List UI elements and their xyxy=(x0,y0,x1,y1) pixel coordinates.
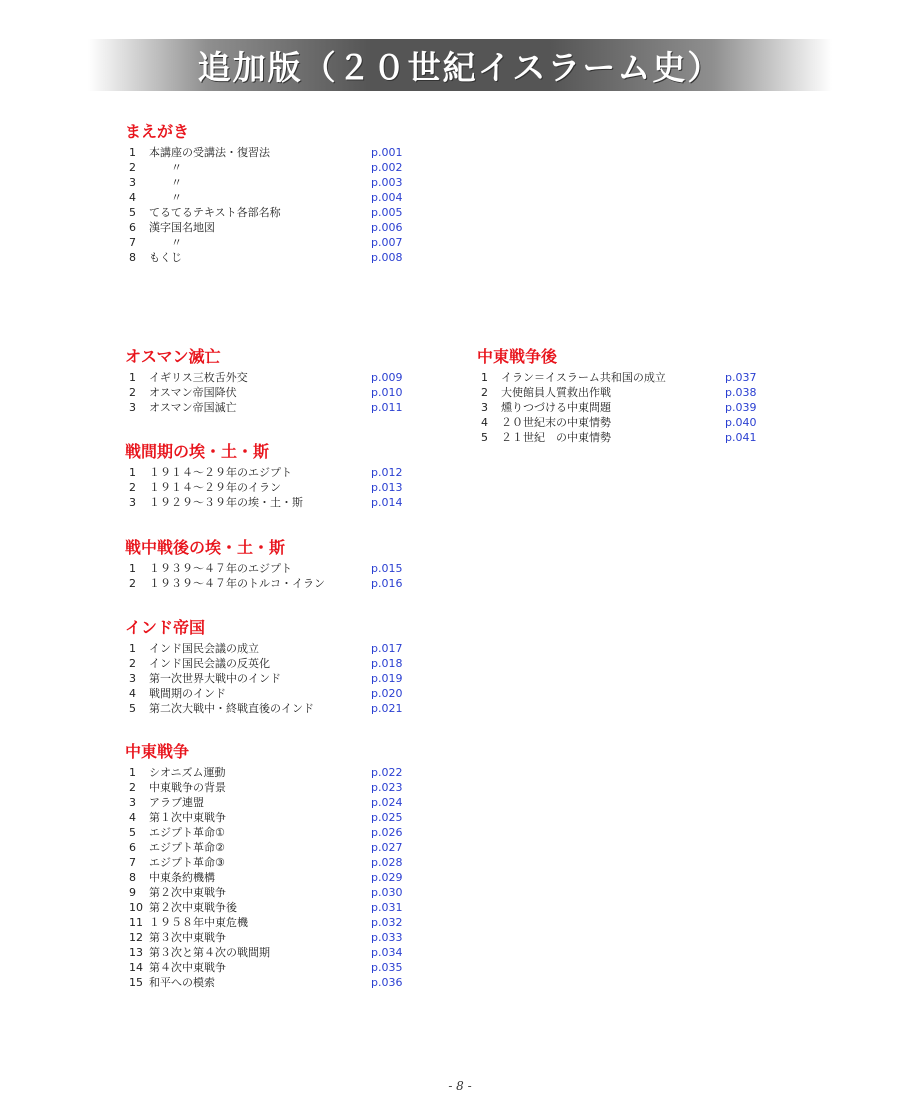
entry-number: 2 xyxy=(129,481,136,494)
entry-page-link[interactable]: p.018 xyxy=(371,657,403,670)
entry-page-link[interactable]: p.031 xyxy=(371,901,403,914)
section-item-list xyxy=(125,765,403,990)
toc-entry[interactable] xyxy=(125,145,403,160)
toc-entry[interactable] xyxy=(125,960,403,975)
entry-page-link[interactable]: p.007 xyxy=(371,236,403,249)
entry-page-link[interactable]: p.039 xyxy=(725,401,757,414)
toc-entry[interactable] xyxy=(125,870,403,885)
entry-number: 1 xyxy=(129,371,136,384)
entry-page-link[interactable]: p.012 xyxy=(371,466,403,479)
toc-entry[interactable] xyxy=(125,840,403,855)
entry-title: １９２９～３９年の埃・土・斯 xyxy=(149,496,303,509)
entry-title: インド国民会議の反英化 xyxy=(149,657,270,670)
entry-title: 第一次世界大戦中のインド xyxy=(149,672,281,685)
entry-number: 1 xyxy=(481,371,488,384)
entry-number: 13 xyxy=(129,946,143,959)
entry-number: 3 xyxy=(129,796,136,809)
entry-title: 第２次中東戦争 xyxy=(149,886,226,899)
toc-entry[interactable] xyxy=(125,701,403,716)
toc-entry[interactable] xyxy=(125,810,403,825)
entry-page-link[interactable]: p.001 xyxy=(371,146,403,159)
toc-entry[interactable] xyxy=(125,250,403,265)
entry-page-link[interactable]: p.028 xyxy=(371,856,403,869)
toc-entry[interactable] xyxy=(125,975,403,990)
toc-section-indian-empire xyxy=(125,617,403,716)
entry-number: 2 xyxy=(481,386,488,399)
entry-number: 4 xyxy=(129,191,136,204)
entry-title: ２０世紀末の中東情勢 xyxy=(501,416,611,429)
toc-entry[interactable] xyxy=(125,385,403,400)
entry-title: 和平への模索 xyxy=(149,976,215,989)
entry-page-link[interactable]: p.026 xyxy=(371,826,403,839)
entry-page-link[interactable]: p.030 xyxy=(371,886,403,899)
entry-number: 11 xyxy=(129,916,143,929)
entry-title: 第３次と第４次の戦間期 xyxy=(149,946,270,959)
entry-title: 本講座の受講法・復習法 xyxy=(149,146,270,159)
toc-entry[interactable] xyxy=(125,671,403,686)
section-title: 戦間期の埃・土・斯 xyxy=(125,442,270,461)
entry-page-link[interactable]: p.016 xyxy=(371,577,403,590)
page-number: - 8 - xyxy=(448,1079,472,1093)
toc-entry[interactable] xyxy=(125,825,403,840)
entry-title: 第２次中東戦争後 xyxy=(149,901,237,914)
entry-title: イラン＝イスラーム共和国の成立 xyxy=(501,371,666,384)
entry-number: 4 xyxy=(481,416,488,429)
entry-number: 3 xyxy=(129,496,136,509)
entry-number: 10 xyxy=(129,901,143,914)
entry-number: 2 xyxy=(129,781,136,794)
entry-number: 5 xyxy=(129,206,136,219)
section-item-list xyxy=(125,561,403,591)
entry-number: 5 xyxy=(129,826,136,839)
entry-number: 9 xyxy=(129,886,136,899)
toc-entry[interactable] xyxy=(125,465,403,480)
toc-entry[interactable] xyxy=(477,370,757,385)
toc-entry[interactable] xyxy=(125,780,403,795)
toc-entry[interactable] xyxy=(125,235,403,250)
toc-entry[interactable] xyxy=(125,480,403,495)
section-item-list xyxy=(125,370,403,415)
title-banner xyxy=(88,39,832,91)
section-title: まえがき xyxy=(125,122,190,141)
entry-title: エジプト革命③ xyxy=(149,856,225,869)
toc-entry[interactable] xyxy=(477,415,757,430)
entry-title: １９１４～２９年のエジプト xyxy=(149,466,292,479)
entry-number: 2 xyxy=(129,386,136,399)
toc-entry[interactable] xyxy=(125,190,403,205)
entry-title: 中東戦争の背景 xyxy=(149,781,226,794)
entry-page-link[interactable]: p.041 xyxy=(725,431,757,444)
entry-page-link[interactable]: p.008 xyxy=(371,251,403,264)
entry-number: 4 xyxy=(129,811,136,824)
entry-page-link[interactable]: p.025 xyxy=(371,811,403,824)
entry-page-link[interactable]: p.006 xyxy=(371,221,403,234)
entry-number: 14 xyxy=(129,961,143,974)
toc-section-middle-east-wars xyxy=(125,741,403,990)
toc-entry[interactable] xyxy=(125,220,403,235)
entry-number: 5 xyxy=(481,431,488,444)
entry-page-link[interactable]: p.029 xyxy=(371,871,403,884)
entry-title: 第１次中東戦争 xyxy=(149,811,226,824)
entry-page-link[interactable]: p.035 xyxy=(371,961,403,974)
entry-number: 6 xyxy=(129,221,136,234)
entry-page-link[interactable]: p.024 xyxy=(371,796,403,809)
entry-page-link[interactable]: p.004 xyxy=(371,191,403,204)
entry-number: 3 xyxy=(129,176,136,189)
entry-number: 8 xyxy=(129,251,136,264)
toc-entry[interactable] xyxy=(125,205,403,220)
entry-number: 2 xyxy=(129,161,136,174)
entry-title: もくじ xyxy=(149,251,182,264)
entry-title: てるてるテキスト各部名称 xyxy=(149,206,281,219)
entry-page-link[interactable]: p.033 xyxy=(371,931,403,944)
entry-page-link[interactable]: p.014 xyxy=(371,496,403,509)
entry-number: 4 xyxy=(129,687,136,700)
entry-title: 〃 xyxy=(149,236,182,249)
entry-page-link[interactable]: p.032 xyxy=(371,916,403,929)
section-item-list xyxy=(477,370,757,445)
entry-page-link[interactable]: p.038 xyxy=(725,386,757,399)
entry-title: 第３次中東戦争 xyxy=(149,931,226,944)
entry-title: １９５８年中東危機 xyxy=(149,916,248,929)
section-title: オスマン滅亡 xyxy=(125,347,221,366)
toc-entry[interactable] xyxy=(125,765,403,780)
toc-entry[interactable] xyxy=(125,885,403,900)
entry-number: 12 xyxy=(129,931,143,944)
entry-title: イギリス三枚舌外交 xyxy=(149,371,248,384)
entry-title: 燻りつづける中東問題 xyxy=(501,401,611,414)
toc-section-ottoman-fall xyxy=(125,346,403,415)
entry-number: 1 xyxy=(129,642,136,655)
toc-entry[interactable] xyxy=(125,656,403,671)
entry-title: オスマン帝国降伏 xyxy=(149,386,237,399)
toc-entry[interactable] xyxy=(477,400,757,415)
entry-title: 第４次中東戦争 xyxy=(149,961,226,974)
toc-entry[interactable] xyxy=(125,576,403,591)
toc-entry[interactable] xyxy=(125,915,403,930)
entry-title: 漢字国名地図 xyxy=(149,221,215,234)
entry-number: 6 xyxy=(129,841,136,854)
toc-entry[interactable] xyxy=(125,641,403,656)
entry-title: 戦間期のインド xyxy=(149,687,226,700)
entry-page-link[interactable]: p.027 xyxy=(371,841,403,854)
entry-number: 3 xyxy=(129,672,136,685)
entry-number: 1 xyxy=(129,766,136,779)
section-title: 中東戦争後 xyxy=(477,347,558,366)
toc-entry[interactable] xyxy=(125,400,403,415)
entry-page-link[interactable]: p.005 xyxy=(371,206,403,219)
entry-title: 中東条約機構 xyxy=(149,871,215,884)
toc-entry[interactable] xyxy=(125,495,403,510)
entry-title: アラブ連盟 xyxy=(149,796,204,809)
entry-page-link[interactable]: p.002 xyxy=(371,161,403,174)
entry-page-link[interactable]: p.009 xyxy=(371,371,403,384)
entry-number: 2 xyxy=(129,657,136,670)
entry-title: 〃 xyxy=(149,161,182,174)
section-item-list xyxy=(125,641,403,716)
section-title: 戦中戦後の埃・土・斯 xyxy=(125,538,286,557)
entry-page-link[interactable]: p.019 xyxy=(371,672,403,685)
toc-entry[interactable] xyxy=(477,430,757,445)
entry-page-link[interactable]: p.037 xyxy=(725,371,757,384)
toc-entry[interactable] xyxy=(477,385,757,400)
entry-page-link[interactable]: p.034 xyxy=(371,946,403,959)
entry-title: 〃 xyxy=(149,176,182,189)
page-title: 追加版（２０世紀イスラーム史） xyxy=(197,47,723,87)
entry-title: オスマン帝国滅亡 xyxy=(149,401,237,414)
entry-number: 2 xyxy=(129,577,136,590)
entry-title: 大使館員人質救出作戦 xyxy=(501,386,611,399)
entry-number: 7 xyxy=(129,236,136,249)
toc-section-wartime-postwar xyxy=(125,537,403,591)
toc-entry[interactable] xyxy=(125,370,403,385)
entry-number: 5 xyxy=(129,702,136,715)
section-title: インド帝国 xyxy=(125,618,206,637)
entry-page-link[interactable]: p.011 xyxy=(371,401,403,414)
toc-section-post-middle-east-wars xyxy=(477,346,757,445)
toc-section-maegaki xyxy=(125,121,403,265)
entry-page-link[interactable]: p.040 xyxy=(725,416,757,429)
entry-title: 第二次大戦中・終戦直後のインド xyxy=(149,702,314,715)
toc-entry[interactable] xyxy=(125,930,403,945)
entry-number: 8 xyxy=(129,871,136,884)
entry-title: エジプト革命② xyxy=(149,841,225,854)
toc-section-interwar xyxy=(125,441,403,510)
entry-title: 〃 xyxy=(149,191,182,204)
entry-page-link[interactable]: p.013 xyxy=(371,481,403,494)
entry-title: ２１世紀 の中東情勢 xyxy=(501,431,611,444)
entry-title: １９３９～４７年のエジプト xyxy=(149,562,292,575)
entry-number: 1 xyxy=(129,146,136,159)
entry-number: 7 xyxy=(129,856,136,869)
entry-number: 3 xyxy=(481,401,488,414)
entry-title: シオニズム運動 xyxy=(149,766,226,779)
section-item-list xyxy=(125,465,403,510)
toc-entry[interactable] xyxy=(125,900,403,915)
entry-title: １９１４～２９年のイラン xyxy=(149,481,281,494)
entry-page-link[interactable]: p.036 xyxy=(371,976,403,989)
entry-number: 1 xyxy=(129,562,136,575)
toc-entry[interactable] xyxy=(125,561,403,576)
entry-title: エジプト革命① xyxy=(149,826,225,839)
entry-title: インド国民会議の成立 xyxy=(149,642,259,655)
entry-page-link[interactable]: p.021 xyxy=(371,702,403,715)
entry-page-link[interactable]: p.020 xyxy=(371,687,403,700)
entry-number: 3 xyxy=(129,401,136,414)
toc-entry[interactable] xyxy=(125,795,403,810)
section-item-list xyxy=(125,145,403,265)
entry-page-link[interactable]: p.003 xyxy=(371,176,403,189)
entry-page-link[interactable]: p.017 xyxy=(371,642,403,655)
section-title: 中東戦争 xyxy=(125,742,190,761)
entry-page-link[interactable]: p.015 xyxy=(371,562,403,575)
toc-entry[interactable] xyxy=(125,175,403,190)
entry-number: 15 xyxy=(129,976,143,989)
entry-number: 1 xyxy=(129,466,136,479)
toc-entry[interactable] xyxy=(125,945,403,960)
entry-title: １９３９～４７年のトルコ・イラン xyxy=(149,577,325,590)
entry-page-link[interactable]: p.022 xyxy=(371,766,403,779)
toc-entry[interactable] xyxy=(125,855,403,870)
entry-page-link[interactable]: p.023 xyxy=(371,781,403,794)
entry-page-link[interactable]: p.010 xyxy=(371,386,403,399)
toc-entry[interactable] xyxy=(125,686,403,701)
toc-entry[interactable] xyxy=(125,160,403,175)
